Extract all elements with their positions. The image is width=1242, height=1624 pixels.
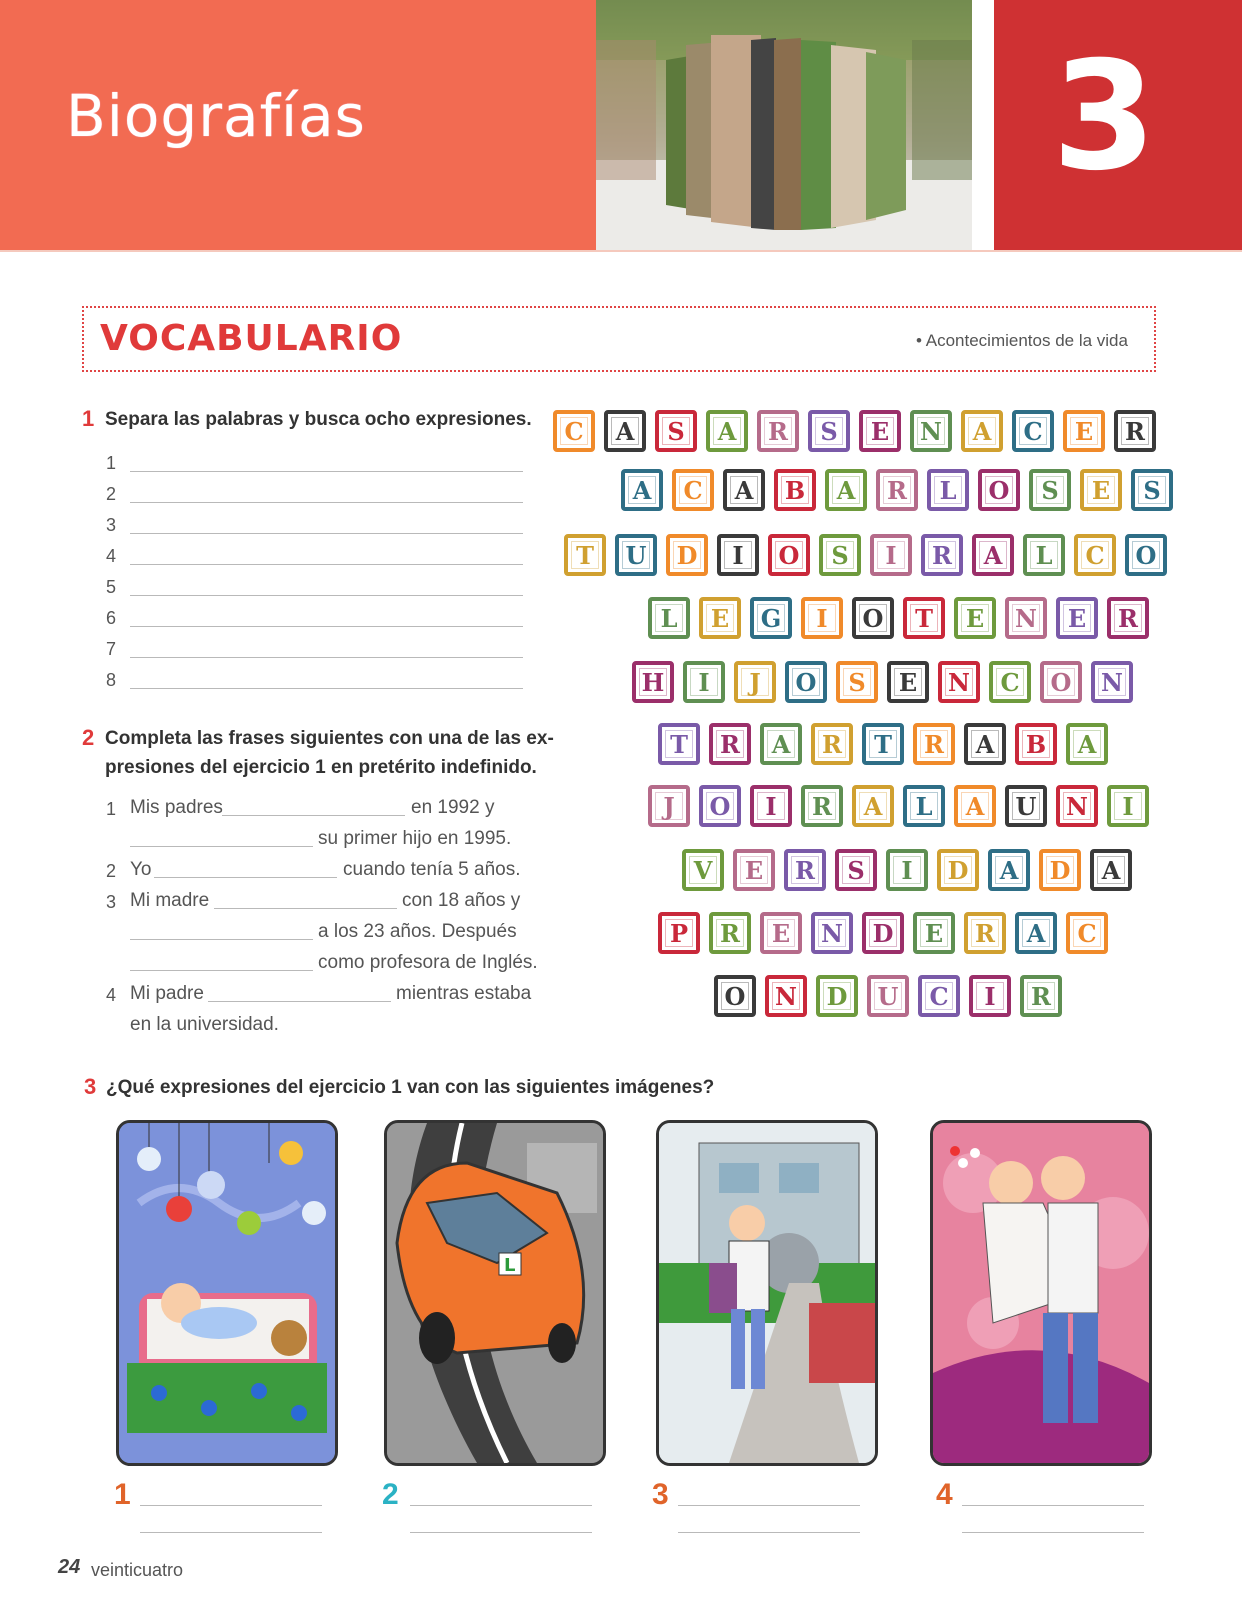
letter-block: O — [768, 534, 810, 576]
ex3-item-4-line-2[interactable] — [962, 1532, 1144, 1533]
sentence-1-text-a: Mis padres — [130, 797, 223, 818]
exercise-1-instruction: Separa las palabras y busca ocho expresiones. — [105, 409, 532, 430]
letter-block: V — [682, 849, 724, 891]
letter-block: O — [785, 661, 827, 703]
letter-block: R — [811, 723, 853, 765]
ex3-item-2-line-2[interactable] — [410, 1532, 592, 1533]
header-divider — [0, 250, 1242, 252]
letter-block: C — [1066, 912, 1108, 954]
letter-block: I — [870, 534, 912, 576]
letter-block: E — [1063, 410, 1105, 452]
ex3-item-3-line-1[interactable] — [678, 1505, 860, 1506]
header-photo-album — [596, 0, 972, 250]
letter-block: D — [1039, 849, 1081, 891]
exercise-1-answer-line[interactable] — [130, 657, 523, 658]
letter-block: O — [714, 975, 756, 1017]
letter-block: N — [938, 661, 980, 703]
letter-block: I — [717, 534, 759, 576]
picture-getting-married — [930, 1120, 1152, 1466]
letter-block: D — [862, 912, 904, 954]
picture-going-to-university — [656, 1120, 878, 1466]
letter-block: E — [733, 849, 775, 891]
letter-block: L — [927, 469, 969, 511]
letter-block: A — [760, 723, 802, 765]
letter-block: R — [876, 469, 918, 511]
exercise-3-instruction: ¿Qué expresiones del ejercicio 1 van con las siguientes imágenes? — [106, 1077, 715, 1098]
letter-block: C — [1012, 410, 1054, 452]
letter-block: N — [1005, 597, 1047, 639]
exercise-1-number: 1 — [82, 406, 95, 431]
ex3-item-2-number: 2 — [382, 1478, 399, 1511]
letter-block: A — [954, 785, 996, 827]
ex3-item-3-number: 3 — [652, 1478, 669, 1511]
sentence-3-number: 3 — [106, 892, 117, 912]
letter-block: D — [666, 534, 708, 576]
vocabulary-topic: • Acontecimientos de la vida — [916, 331, 1128, 350]
ex3-item-1-number: 1 — [114, 1478, 131, 1511]
sentence-2-text-b: cuando tenía 5 años. — [343, 859, 521, 880]
ex3-item-4-line-1[interactable] — [962, 1505, 1144, 1506]
ex3-item-3-line-2[interactable] — [678, 1532, 860, 1533]
letter-block: R — [1114, 410, 1156, 452]
sentence-4-number: 4 — [106, 985, 117, 1005]
sentence-1-number: 1 — [106, 799, 117, 819]
letter-block: N — [765, 975, 807, 1017]
letter-block: G — [750, 597, 792, 639]
letter-block: O — [852, 597, 894, 639]
letter-block: R — [757, 410, 799, 452]
letter-block: I — [750, 785, 792, 827]
letter-block: A — [723, 469, 765, 511]
letter-block: A — [852, 785, 894, 827]
letter-block: A — [604, 410, 646, 452]
letter-block: U — [867, 975, 909, 1017]
letter-block: A — [1090, 849, 1132, 891]
letter-block: O — [978, 469, 1020, 511]
letter-block: A — [825, 469, 867, 511]
ex3-item-2-line-1[interactable] — [410, 1505, 592, 1506]
letter-block: I — [1107, 785, 1149, 827]
exercise-2-number: 2 — [82, 725, 95, 750]
sentence-2-blank[interactable] — [154, 877, 337, 878]
letter-block: D — [816, 975, 858, 1017]
letter-block: E — [1080, 469, 1122, 511]
letter-block: S — [836, 661, 878, 703]
letter-block: R — [921, 534, 963, 576]
letter-block: E — [699, 597, 741, 639]
exercise-3-number: 3 — [84, 1074, 97, 1099]
exercise-1-answer-line[interactable] — [130, 502, 523, 503]
letter-block: A — [972, 534, 1014, 576]
letter-block: S — [1029, 469, 1071, 511]
letter-block: N — [910, 410, 952, 452]
letter-block: I — [969, 975, 1011, 1017]
exercise-1-answer-line[interactable] — [130, 533, 523, 534]
sentence-1-blank-2[interactable] — [130, 846, 313, 847]
exercise-1-line-number: 7 — [106, 639, 117, 659]
sentence-3-blank-1[interactable] — [214, 908, 397, 909]
letter-block: S — [808, 410, 850, 452]
picture-baby-in-crib — [116, 1120, 338, 1466]
letter-block: T — [903, 597, 945, 639]
letter-block: E — [887, 661, 929, 703]
letter-block: T — [658, 723, 700, 765]
ex3-item-1-line-1[interactable] — [140, 1505, 322, 1506]
letter-block: U — [615, 534, 657, 576]
exercise-1-line-number: 6 — [106, 608, 117, 628]
letter-block: R — [1107, 597, 1149, 639]
sentence-1-text-c: su primer hijo en 1995. — [318, 828, 512, 849]
header-gap — [972, 0, 994, 250]
sentence-3-blank-2[interactable] — [130, 939, 313, 940]
letter-block: T — [862, 723, 904, 765]
letter-block: N — [1056, 785, 1098, 827]
sentence-4-text-a: Mi padre — [130, 983, 204, 1004]
exercise-1-line-number: 2 — [106, 484, 117, 504]
letter-block: C — [672, 469, 714, 511]
letter-block: I — [886, 849, 928, 891]
sentence-2-text-a: Yo — [130, 859, 152, 880]
sentence-4-text-b: mientras estaba — [396, 983, 532, 1004]
letter-block: A — [706, 410, 748, 452]
exercise-2-instruction-line1: Completa las frases siguientes con una de las ex- — [105, 728, 554, 749]
letter-block: U — [1005, 785, 1047, 827]
sentence-1-blank-1[interactable] — [222, 815, 405, 816]
letter-block: E — [913, 912, 955, 954]
letter-block: R — [964, 912, 1006, 954]
letter-block: A — [988, 849, 1030, 891]
exercise-1-answer-line[interactable] — [130, 688, 523, 689]
letter-block: P — [658, 912, 700, 954]
ex3-item-1-line-2[interactable] — [140, 1532, 322, 1533]
letter-block: C — [918, 975, 960, 1017]
letter-block: J — [734, 661, 776, 703]
letter-block: L — [648, 597, 690, 639]
letter-block: O — [1040, 661, 1082, 703]
letter-block: D — [937, 849, 979, 891]
unit-number: 3 — [1052, 30, 1157, 204]
exercise-1-answer-line[interactable] — [130, 471, 523, 472]
letter-block: S — [819, 534, 861, 576]
letter-block: H — [632, 661, 674, 703]
unit-title: Biografías — [66, 82, 366, 150]
sentence-4-text-c: en la universidad. — [130, 1014, 279, 1035]
exercise-1-line-number: 1 — [106, 453, 117, 473]
sentence-4-blank[interactable] — [208, 1001, 391, 1002]
letter-block: O — [1125, 534, 1167, 576]
letter-block: E — [760, 912, 802, 954]
letter-block: S — [655, 410, 697, 452]
letter-block: E — [1056, 597, 1098, 639]
letter-block: J — [648, 785, 690, 827]
letter-block: I — [801, 597, 843, 639]
letter-block: S — [1131, 469, 1173, 511]
letter-block: C — [989, 661, 1031, 703]
letter-block: N — [811, 912, 853, 954]
exercise-1-line-number: 8 — [106, 670, 117, 690]
letter-block: I — [683, 661, 725, 703]
sentence-3-text-d: como profesora de Inglés. — [318, 952, 538, 973]
letter-block: C — [1074, 534, 1116, 576]
exercise-1-line-number: 5 — [106, 577, 117, 597]
letter-block: R — [784, 849, 826, 891]
letter-block: R — [709, 723, 751, 765]
photo-album-illustration — [596, 0, 972, 250]
letter-block: R — [709, 912, 751, 954]
exercise-2-instruction-line2: presiones del ejercicio 1 en pretérito indefinido. — [105, 757, 537, 778]
sentence-1-text-b: en 1992 y — [411, 797, 495, 818]
letter-block: T — [564, 534, 606, 576]
sentence-3-text-c: a los 23 años. Después — [318, 921, 517, 942]
exercise-1-answer-line[interactable] — [130, 626, 523, 627]
letter-block: B — [774, 469, 816, 511]
letter-block: L — [1023, 534, 1065, 576]
ex3-item-4-number: 4 — [936, 1478, 953, 1511]
exercise-1-line-number: 3 — [106, 515, 117, 535]
exercise-1-answer-line[interactable] — [130, 564, 523, 565]
letter-block: R — [801, 785, 843, 827]
sentence-3-text-b: con 18 años y — [402, 890, 521, 911]
sentence-3-blank-3[interactable] — [130, 970, 313, 971]
exercise-1-answer-line[interactable] — [130, 595, 523, 596]
svg-text:L: L — [504, 1255, 516, 1276]
letter-block: A — [1066, 723, 1108, 765]
letter-block: E — [954, 597, 996, 639]
letter-block: O — [699, 785, 741, 827]
letter-block: A — [621, 469, 663, 511]
letter-block: N — [1091, 661, 1133, 703]
picture-driving-car — [384, 1120, 606, 1466]
exercise-1-line-number: 4 — [106, 546, 117, 566]
letter-block: C — [553, 410, 595, 452]
sentence-2-number: 2 — [106, 861, 117, 881]
letter-block: L — [903, 785, 945, 827]
vocabulary-title: VOCABULARIO — [100, 318, 403, 359]
letter-block: A — [964, 723, 1006, 765]
letter-block: A — [1015, 912, 1057, 954]
letter-block: E — [859, 410, 901, 452]
page-number: 24 — [58, 1556, 81, 1578]
letter-block: A — [961, 410, 1003, 452]
sentence-3-text-a: Mi madre — [130, 890, 210, 911]
page-number-word: veinticuatro — [91, 1560, 184, 1580]
letter-block: R — [1020, 975, 1062, 1017]
letter-block: S — [835, 849, 877, 891]
letter-block: B — [1015, 723, 1057, 765]
letter-block: R — [913, 723, 955, 765]
